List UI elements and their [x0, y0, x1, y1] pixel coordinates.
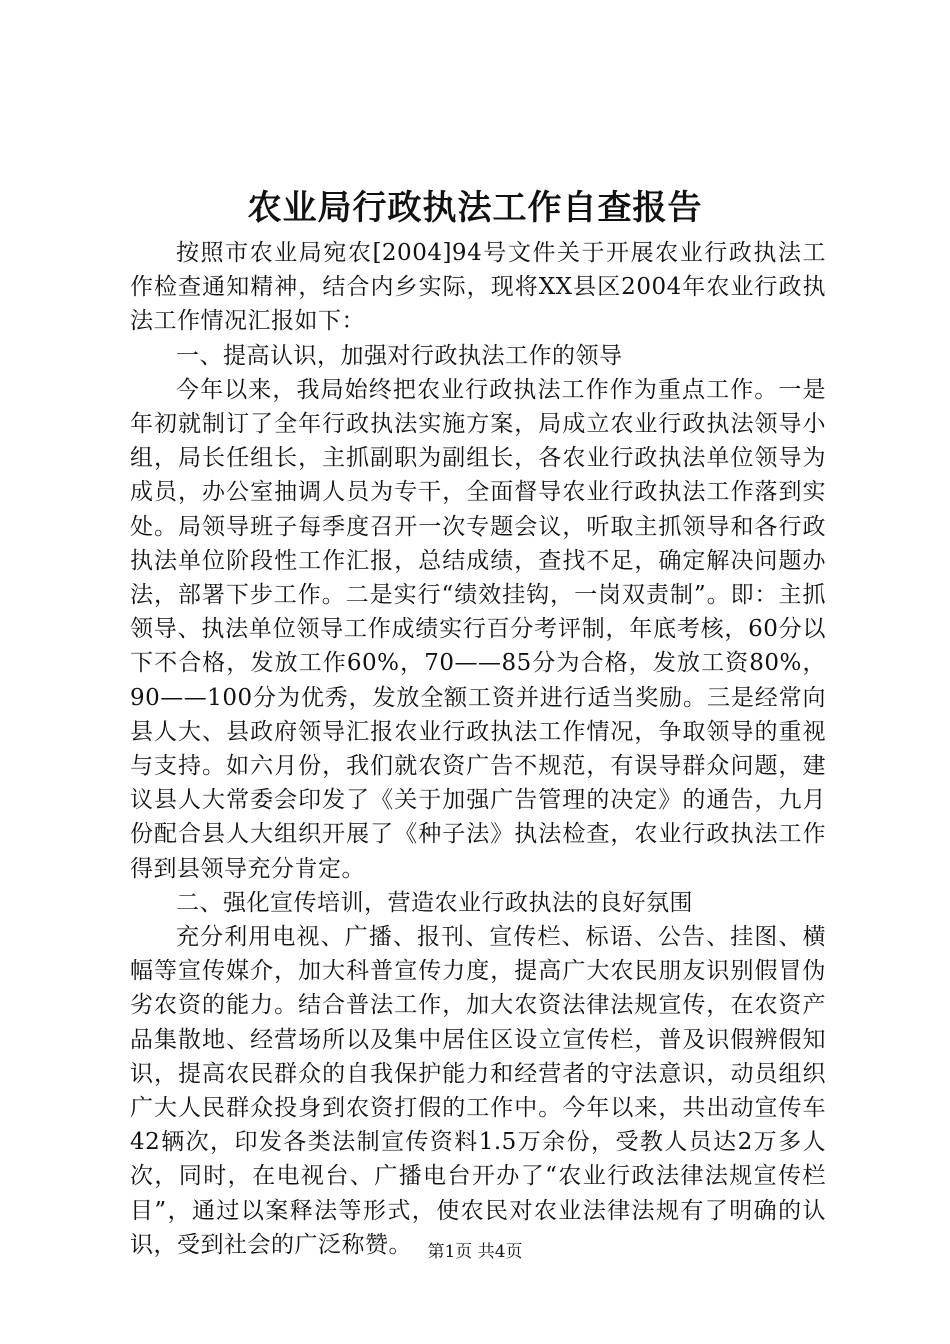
section-2-paragraph: 充分利用电视、广播、报刊、宣传栏、标语、公告、挂图、横幅等宣传媒介，加大科普宣传力度，提高广大农民朋友识别假冒伪劣农资的能力。结合普法工作，加大农资法律法规宣传，在农资产品集散地、经营场所以及集中居住区设立宣传栏，普及识假辨假知识，提高农民群众的自我保护能力和经营者的守法意识，动员组织广大人民群众投身到农资打假的工作中。今年以来，共出动宣传车42辆次，印发各类法制宣传资料1.5万余份，受教人员达2万多人次，同时，在电视台、广播电台开办了“农业行政法律法规宣传栏目”，通过以案释法等形式，使农民对农业法律法规有了明确的认识，受到社会的广泛称赞。	[130, 924, 826, 1258]
intro-paragraph: 按照市农业局宛农[2004]94号文件关于开展农业行政执法工作检查通知精神，结合内乡实际，现将XX县区2004年农业行政执法工作情况汇报如下：	[130, 240, 826, 335]
document-body	[130, 236, 826, 1262]
document-title: 农业局行政执法工作自查报告	[247, 188, 703, 228]
page-number-footer: 第1页 共4页	[427, 1242, 523, 1262]
section-1-paragraph: 今年以来，我局始终把农业行政执法工作作为重点工作。一是年初就制订了全年行政执法实施方案，局成立农业行政执法领导小组，局长任组长，主抓副职为副组长，各农业行政执法单位领导为成员，办公室抽调人员为专干，全面督导农业行政执法工作落到实处。局领导班子每季度召开一次专题会议，听取主抓领导和各行政执法单位阶段性工作汇报，总结成绩，查找不足，确定解决问题办法，部署下步工作。二是实行“绩效挂钩，一岗双责制”。即：主抓领导、执法单位领导工作成绩实行百分考评制，年底考核，60分以下不合格，发放工作60%，70——85分为合格，发放工资80%，90——100分为优秀，发放全额工资并进行适当奖励。三是经常向县人大、县政府领导汇报农业行政执法工作情况，争取领导的重视与支持。如六月份，我们就农资广告不规范，有误导群众问题，建议县人大常委会印发了《关于加强广告管理的决定》的通告，九月份配合县人大组织开展了《种子法》执法检查，农业行政执法工作得到县领导充分肯定。	[130, 376, 826, 882]
section-heading-1: 一、提高认识，加强对行政执法工作的领导	[176, 342, 623, 369]
section-heading-2: 二、强化宣传培训，营造农业行政执法的良好氛围	[176, 889, 693, 916]
